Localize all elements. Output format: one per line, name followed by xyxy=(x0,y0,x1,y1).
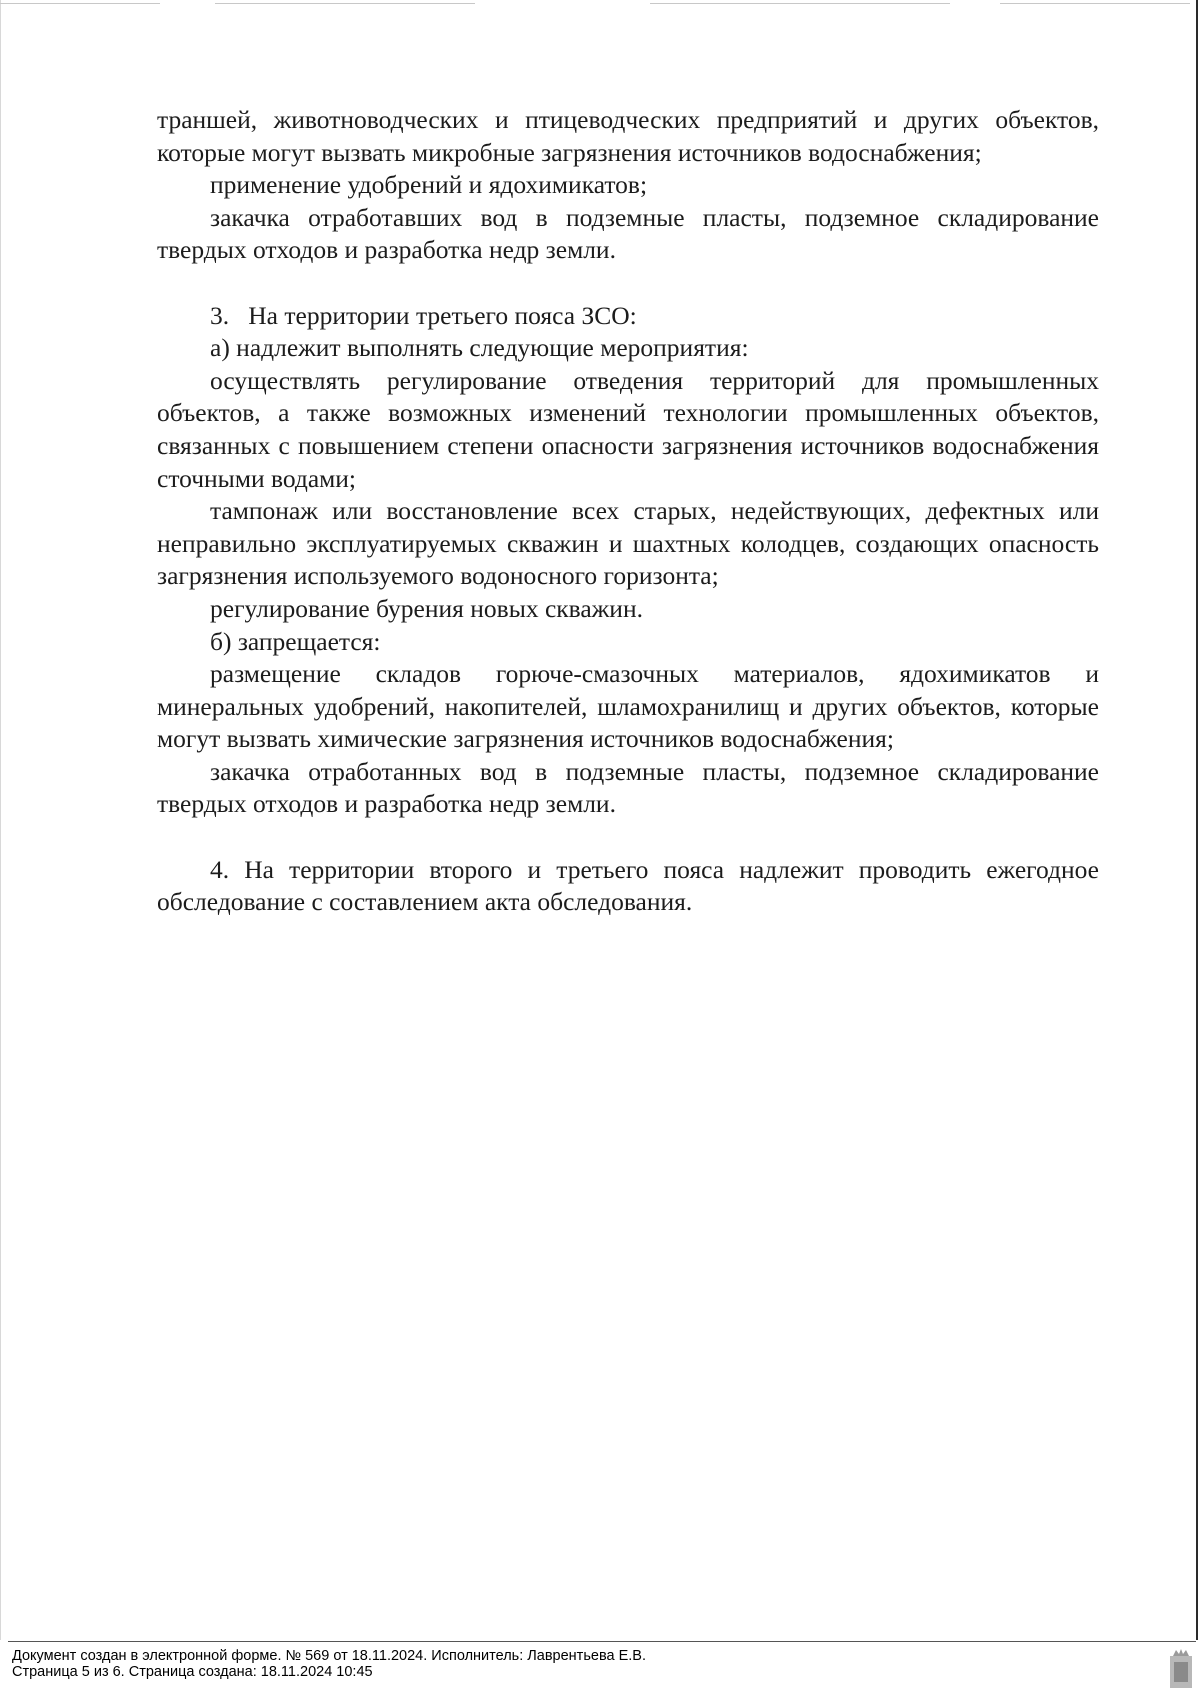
paragraph: применение удобрений и ядохимикатов; xyxy=(210,170,648,200)
emblem-icon xyxy=(1170,1648,1192,1688)
scan-edge-top xyxy=(650,3,950,4)
footer-line-page: Страница 5 из 6. Страница создана: 18.11.2024 10:45 xyxy=(12,1664,373,1680)
scan-edge-top xyxy=(215,3,475,4)
paragraph: траншей, животноводческих и птицеводческих предприятий и других объектов, которые могут вызвать микробные загрязнения источников водоснабжения; xyxy=(157,105,1099,167)
paragraph: б) запрещается: xyxy=(210,626,381,656)
footer-line-document: Документ создан в электронной форме. № 569 от 18.11.2024. Исполнитель: Лаврентьева Е.В. xyxy=(12,1648,646,1664)
document-body xyxy=(157,104,1099,919)
paragraph: размещение складов горюче-смазочных материалов, ядохимикатов и минеральных удобрений, накопителей, шламохранилищ и других объектов, которые могут вызвать химические загрязнения источников водоснабжения; xyxy=(157,659,1099,754)
scan-edge-right xyxy=(1196,0,1198,1640)
paragraph: тампонаж или восстановление всех старых, недействующих, дефектных или неправильно эксплуатируемых скважин и шахтных колодцев, создающих опасность загрязнения используемого водоносного горизонта; xyxy=(157,496,1099,591)
scan-edge-top xyxy=(0,3,160,4)
scan-edge-top xyxy=(1000,3,1190,4)
footer-divider xyxy=(8,1641,1196,1642)
paragraph: осуществлять регулирование отведения территорий для промышленных объектов, а также возможных изменений технологии промышленных объектов, связанных с повышением степени опасности загрязнения источников водоснабжения сточными водами; xyxy=(157,365,1099,493)
paragraph: закачка отработанных вод в подземные пласты, подземное складирование твердых отходов и разработка недр земли. xyxy=(157,756,1099,819)
paragraph: регулирование бурения новых скважин. xyxy=(210,593,643,623)
paragraph: закачка отработавших вод в подземные пласты, подземное складирование твердых отходов и разработка недр земли. xyxy=(157,202,1099,265)
footer xyxy=(12,1648,646,1680)
paragraph: а) надлежит выполнять следующие мероприятия: xyxy=(210,333,749,363)
scan-edge-left xyxy=(0,0,1,1640)
section-heading: 4. На территории второго и третьего пояса надлежит проводить ежегодное обследование с составлением акта обследования. xyxy=(157,854,1099,917)
section-heading: 3. На территории третьего пояса ЗСО: xyxy=(210,300,637,330)
